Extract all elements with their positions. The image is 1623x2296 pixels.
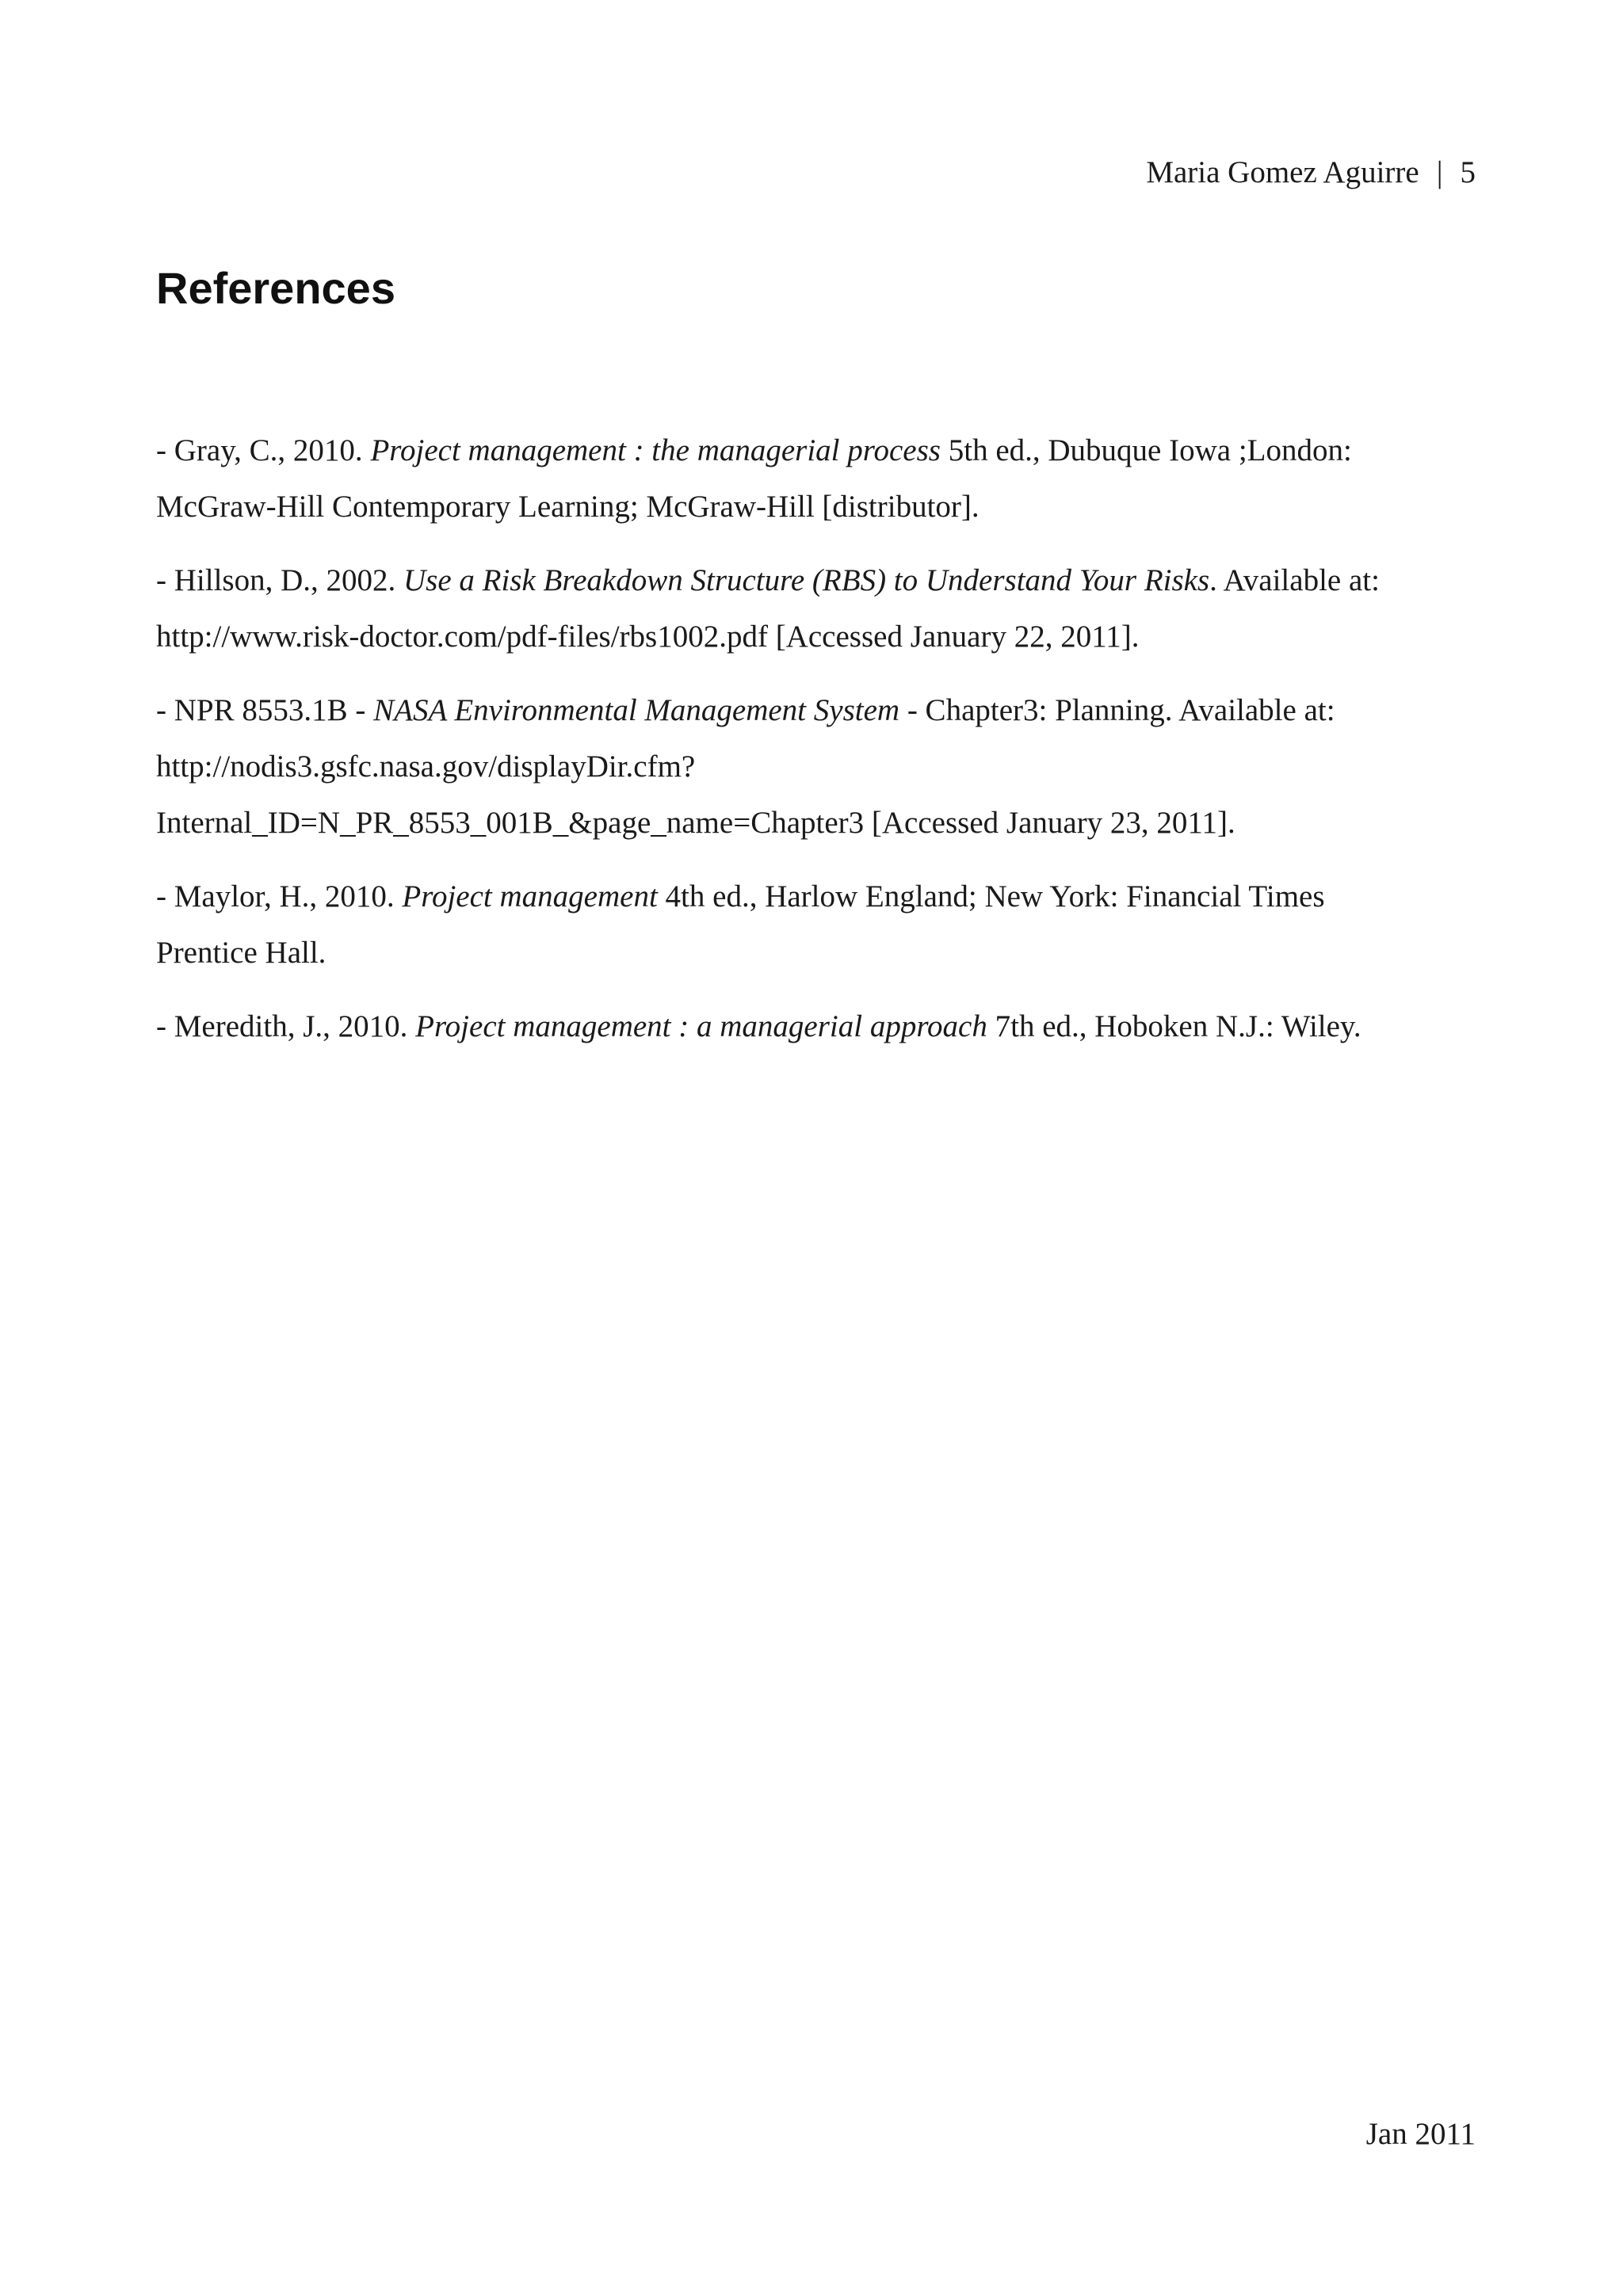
header-separator: | (1436, 155, 1443, 189)
reference-line: - NPR 8553.1B - NASA Environmental Management System - Chapter3: Planning. Available at: (156, 693, 1335, 727)
references-list (156, 422, 1487, 1072)
reference-line: - Meredith, J., 2010. Project management : a managerial approach 7th ed., Hoboken N.J.: Wiley. (156, 1009, 1361, 1043)
reference-line: - Maylor, H., 2010. Project management 4th ed., Harlow England; New York: Financial Times (156, 879, 1325, 913)
author-name: Maria Gomez Aguirre (1146, 155, 1419, 189)
page-title: References (156, 263, 395, 313)
page-footer (1366, 2115, 1476, 2153)
reference-line: http://nodis3.gsfc.nasa.gov/displayDir.cfm? (156, 749, 696, 784)
reference-item (156, 998, 1487, 1055)
reference-line: McGraw-Hill Contemporary Learning; McGraw-Hill [distributor]. (156, 490, 980, 524)
page-number: 5 (1460, 155, 1476, 189)
reference-line: http://www.risk-doctor.com/pdf-files/rbs1002.pdf [Accessed January 22, 2011]. (156, 620, 1140, 654)
reference-line: Internal_ID=N_PR_8553_001B_&page_name=Chapter3 [Accessed January 23, 2011]. (156, 806, 1235, 840)
reference-item (156, 682, 1487, 851)
reference-line: - Hillson, D., 2002. Use a Risk Breakdown Structure (RBS) to Understand Your Risks. Available at: (156, 563, 1380, 597)
reference-line: Prentice Hall. (156, 936, 327, 970)
reference-item (156, 422, 1487, 535)
reference-item (156, 552, 1487, 665)
reference-item (156, 868, 1487, 981)
footer-date: Jan 2011 (1365, 2117, 1476, 2151)
reference-line: - Gray, C., 2010. Project management : the managerial process 5th ed., Dubuque Iowa ;London: (156, 433, 1352, 467)
page-header (1146, 154, 1476, 192)
